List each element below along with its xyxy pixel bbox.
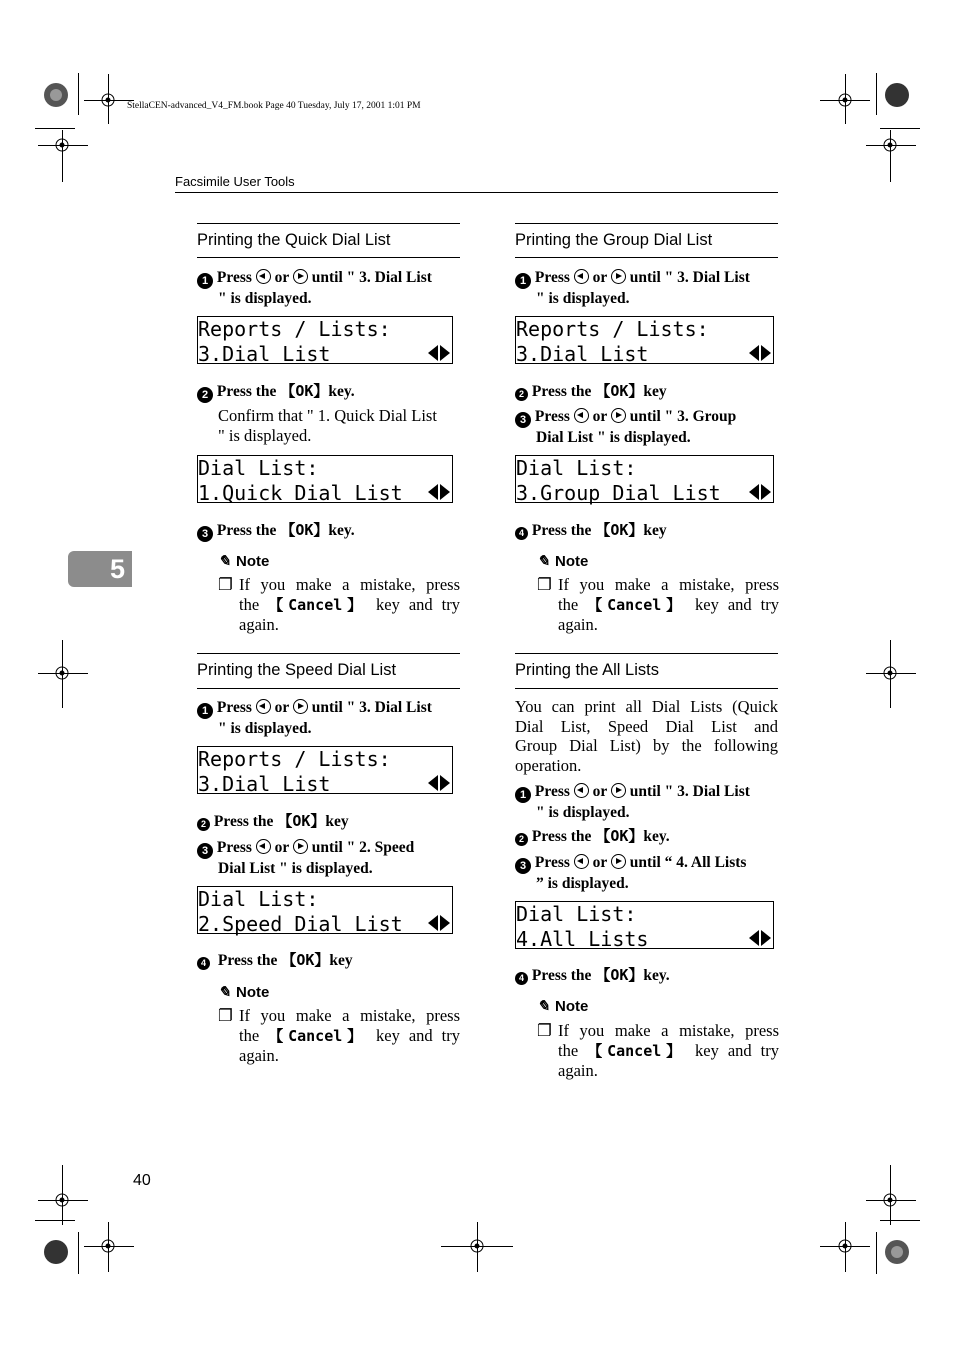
step-text: or (592, 854, 607, 871)
step-text: or (592, 269, 607, 286)
ok-key: 【OK】 (595, 521, 644, 539)
step-number: 3 (197, 526, 213, 542)
cancel-key: 【Cancel】 (268, 595, 368, 614)
step-text: Press the (213, 813, 274, 830)
step-text: Press the (217, 952, 278, 969)
left-arrow-key-icon (574, 408, 589, 423)
step-3 (515, 853, 780, 893)
pencil-icon: ✎ (537, 998, 550, 1015)
text-line: If you make a mistake, press (239, 575, 460, 594)
step-number: 2 (515, 388, 528, 401)
lcd-line-2: 3.Dial List (198, 342, 331, 366)
step-number: 1 (197, 703, 213, 719)
section-rule (515, 223, 778, 224)
left-arrow-key-icon (256, 269, 271, 284)
step-text: Press (534, 408, 570, 425)
scroll-arrows-icon (428, 483, 450, 499)
step-text: Press the (216, 522, 277, 539)
step-text: key. (328, 383, 355, 400)
step-text: Press (534, 854, 570, 871)
ok-key: 【OK】 (595, 382, 644, 400)
step-text: until " 2. Speed (311, 839, 415, 856)
page-number: 40 (133, 1172, 151, 1189)
lcd-line-1: Reports / Lists: (198, 747, 391, 771)
right-arrow-key-icon (293, 839, 308, 854)
step-text: until " 3. Dial List (629, 269, 750, 286)
cancel-key: 【Cancel】 (268, 1026, 368, 1045)
step-text: Press the (531, 967, 592, 984)
step-text: Press the (531, 828, 592, 845)
text-line: the (558, 1040, 579, 1060)
left-arrow-key-icon (256, 699, 271, 714)
text-line: Group Dial List) by the following (515, 736, 778, 755)
text-line: key and try (376, 1025, 461, 1045)
step-text: Press the (531, 383, 592, 400)
step-text: Dial List " is displayed. (218, 860, 373, 877)
text-line: operation. (515, 755, 582, 775)
scroll-arrows-icon (749, 929, 771, 945)
right-arrow-key-icon (611, 783, 626, 798)
section-rule (197, 688, 460, 689)
step-text: or (274, 699, 289, 716)
step-1 (197, 268, 462, 308)
note-title: Note (555, 998, 589, 1015)
step-text: or (274, 839, 289, 856)
text-line: If you make a mistake, press (239, 1006, 460, 1025)
step-text: Press (534, 269, 570, 286)
step-text: ” is displayed. (536, 875, 629, 892)
step-2 (197, 382, 355, 403)
step-text: " is displayed. (536, 290, 630, 307)
text-line: Confirm that " 1. Quick Dial List (218, 406, 437, 425)
note-heading (218, 983, 269, 1001)
step-text: Press the (216, 383, 277, 400)
ok-key: 【OK】 (280, 382, 329, 400)
section-rule (515, 257, 778, 258)
section-rule (197, 223, 460, 224)
lcd-display (197, 886, 453, 934)
confirm-text (218, 406, 437, 445)
scroll-arrows-icon (749, 483, 771, 499)
lcd-line-2: 4.All Lists (516, 927, 649, 951)
lcd-display (515, 901, 774, 949)
left-arrow-key-icon (574, 269, 589, 284)
ok-key: 【OK】 (595, 966, 644, 984)
step-number: 2 (197, 818, 210, 831)
step-text: Press (216, 699, 252, 716)
lcd-display (197, 746, 453, 794)
note-heading (537, 552, 588, 570)
text-line: If you make a mistake, press (558, 575, 779, 594)
step-text: key (329, 952, 353, 969)
lcd-line-2: 2.Speed Dial List (198, 912, 403, 936)
step-text: until " 3. Dial List (629, 783, 750, 800)
text-line: again. (558, 1061, 598, 1080)
step-number: 3 (515, 412, 531, 428)
note-heading (218, 552, 269, 570)
pencil-icon: ✎ (218, 553, 231, 570)
step-text: Dial List " is displayed. (536, 429, 691, 446)
step-text: until “ 4. All Lists (629, 854, 747, 871)
text-line: Dial List, Speed Dial List and (515, 716, 778, 736)
step-1 (515, 268, 780, 308)
lcd-display (197, 455, 453, 503)
step-number: 2 (197, 387, 213, 403)
left-arrow-key-icon (574, 783, 589, 798)
right-arrow-key-icon (611, 408, 626, 423)
lcd-line-1: Reports / Lists: (516, 317, 709, 341)
note-title: Note (236, 984, 270, 1001)
right-arrow-key-icon (293, 699, 308, 714)
text-line: again. (558, 615, 598, 634)
lcd-line-1: Reports / Lists: (198, 317, 391, 341)
section-title: Printing the All Lists (515, 661, 659, 679)
step-text: key. (328, 522, 355, 539)
file-header: StellaCEN-advanced_V4_FM.book Page 40 Tuesday, July 17, 2001 1:01 PM (127, 101, 421, 111)
scroll-arrows-icon (428, 914, 450, 930)
step-text: or (592, 408, 607, 425)
scroll-arrows-icon (428, 344, 450, 360)
text-line: the (239, 594, 260, 614)
section-rule (197, 257, 460, 258)
scroll-arrows-icon (428, 774, 450, 790)
step-number: 4 (197, 957, 210, 970)
lcd-display (515, 455, 774, 503)
section-rule (515, 688, 778, 689)
right-arrow-key-icon (293, 269, 308, 284)
step-number: 1 (197, 273, 213, 289)
checkbox-bullet-icon: ❐ (537, 575, 552, 594)
right-arrow-key-icon (611, 269, 626, 284)
note-heading (537, 997, 588, 1015)
right-arrow-key-icon (611, 854, 626, 869)
step-4 (515, 521, 667, 540)
left-arrow-key-icon (574, 854, 589, 869)
step-2 (515, 382, 667, 401)
section-rule (515, 653, 778, 654)
section-rule (197, 653, 460, 654)
text-line: the (239, 1025, 260, 1045)
scroll-arrows-icon (749, 344, 771, 360)
step-text: " is displayed. (536, 804, 630, 821)
step-text: or (274, 269, 289, 286)
checkbox-bullet-icon: ❐ (218, 1006, 233, 1025)
step-3 (515, 407, 780, 447)
step-1 (515, 782, 780, 822)
note-item (537, 575, 779, 635)
text-line: again. (239, 615, 279, 634)
checkbox-bullet-icon: ❐ (537, 1021, 552, 1040)
text-line: " is displayed. (218, 425, 312, 445)
step-text: Press (216, 269, 252, 286)
step-text: until " 3. Dial List (311, 269, 432, 286)
step-text: until " 3. Dial List (311, 699, 432, 716)
checkbox-bullet-icon: ❐ (218, 575, 233, 594)
lcd-line-1: Dial List: (198, 887, 319, 911)
step-text: key (643, 522, 667, 539)
step-4 (515, 966, 670, 985)
lcd-line-2: 1.Quick Dial List (198, 481, 403, 505)
step-text: " is displayed. (218, 290, 312, 307)
section-title: Printing the Group Dial List (515, 231, 713, 249)
chapter-number: 5 (109, 554, 125, 584)
chapter-tab (68, 551, 132, 587)
pencil-icon: ✎ (537, 553, 550, 570)
step-3 (197, 838, 462, 878)
step-number: 4 (515, 972, 528, 985)
lcd-line-2: 3.Dial List (516, 342, 649, 366)
lcd-line-1: Dial List: (198, 456, 319, 480)
pencil-icon: ✎ (218, 984, 231, 1001)
left-arrow-key-icon (256, 839, 271, 854)
lcd-line-1: Dial List: (516, 456, 637, 480)
text-line: the (558, 594, 579, 614)
text-line: key and try (695, 594, 780, 614)
lcd-display (197, 316, 453, 364)
note-title: Note (236, 553, 270, 570)
note-title: Note (555, 553, 589, 570)
running-head-text: Facsimile User Tools (175, 174, 295, 189)
step-number: 3 (515, 858, 531, 874)
step-2 (197, 812, 349, 831)
text-line: again. (239, 1046, 279, 1065)
ok-key: 【OK】 (281, 951, 330, 969)
text-line: key and try (695, 1040, 780, 1060)
lcd-line-2: 3.Group Dial List (516, 481, 721, 505)
ok-key: 【OK】 (595, 827, 644, 845)
ok-key: 【OK】 (277, 812, 326, 830)
section-title: Printing the Quick Dial List (197, 231, 391, 249)
intro-paragraph (515, 697, 778, 775)
step-3 (197, 521, 355, 542)
running-head (175, 174, 778, 193)
step-text: key (325, 813, 349, 830)
step-text: " is displayed. (218, 720, 312, 737)
lcd-line-1: Dial List: (516, 902, 637, 926)
text-line: You can print all Dial Lists (Quick (515, 697, 778, 716)
ok-key: 【OK】 (280, 521, 329, 539)
step-text: until " 3. Group (629, 408, 737, 425)
step-text: key (643, 383, 667, 400)
step-1 (197, 698, 462, 738)
step-4 (197, 951, 353, 970)
step-number: 1 (515, 273, 531, 289)
note-item (537, 1021, 779, 1081)
lcd-line-2: 3.Dial List (198, 772, 331, 796)
step-text: Press (216, 839, 252, 856)
step-text: Press (534, 783, 570, 800)
step-text: key. (643, 967, 670, 984)
text-line: key and try (376, 594, 461, 614)
step-text: Press the (531, 522, 592, 539)
step-number: 1 (515, 787, 531, 803)
cancel-key: 【Cancel】 (587, 1041, 687, 1060)
step-2 (515, 827, 670, 846)
step-text: key. (643, 828, 670, 845)
text-line: If you make a mistake, press (558, 1021, 779, 1040)
note-item (218, 575, 460, 635)
step-text: or (592, 783, 607, 800)
step-number: 3 (197, 843, 213, 859)
cancel-key: 【Cancel】 (587, 595, 687, 614)
lcd-display (515, 316, 774, 364)
step-number: 4 (515, 527, 528, 540)
step-number: 2 (515, 833, 528, 846)
note-item (218, 1006, 460, 1066)
section-title: Printing the Speed Dial List (197, 661, 397, 679)
